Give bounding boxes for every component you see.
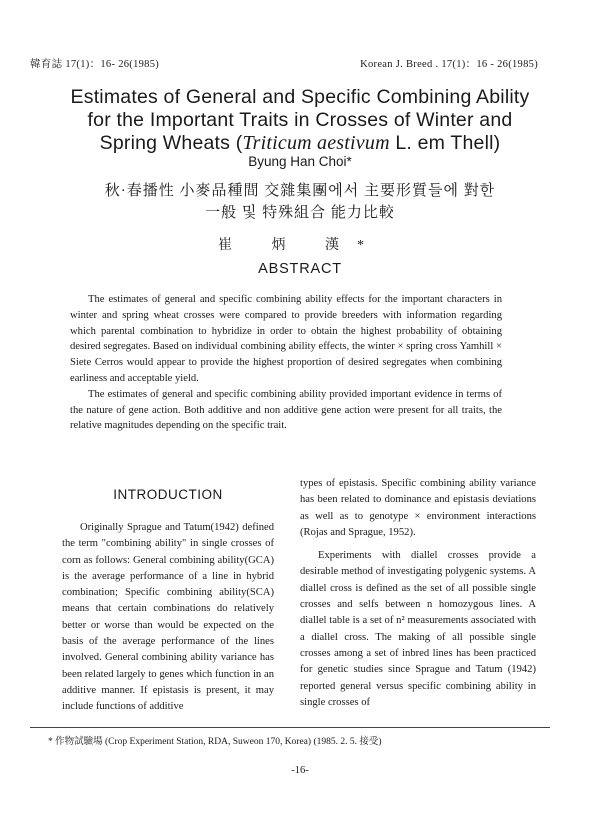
title-line-2: for the Important Traits in Crosses of Winter and [87, 109, 513, 131]
abstract-body [70, 292, 502, 434]
intro-paragraph-continued: types of epistasis. Specific combining ability variance has been related to dominance and epistasis deviations as well as to genotype × environment interactions (Rojas and Sprague, 1952). [300, 478, 536, 538]
introduction-heading: INTRODUCTION [113, 487, 223, 502]
abstract-paragraph-2: The estimates of general and specific combining ability provided important evidence in terms of the nature of gene action. Both additive and non additive gene action were present for all traits, the relative magnitudes depending on the specific trait. [70, 388, 502, 432]
korean-author-name: 崔 炳 漢* [218, 238, 382, 253]
scientific-name: Triticum aestivum [242, 132, 390, 154]
title-line-3-prefix: Spring Wheats ( [99, 132, 243, 154]
paper-title [30, 86, 570, 155]
intro-paragraph-2: Experiments with diallel crosses provide a desirable method of investigating polygenic systems. A diallel cross is defined as the set of all possible single crosses and selfs between n homozygous lines. A diallel table is a set of n² measurements associated with a diallel cross. The making of all possible single crosses among a set of inbred lines has been practiced for genetic studies since Sprague and Tatum (1942) reported general versus specific combining ability in single crosses of [300, 550, 536, 708]
running-header-right: Korean J. Breed . 17(1)：16 - 26(1985) [360, 59, 538, 70]
page-number: -16- [291, 765, 309, 776]
left-column [62, 520, 274, 716]
running-header-left: 韓育誌 17(1)：16- 26(1985) [30, 59, 160, 70]
korean-title [30, 180, 570, 224]
abstract-paragraph-1: The estimates of general and specific combining ability effects for the important characters in winter and spring wheat crosses were compared to provide breeders with information regarding which parental combination to hybridize in order to obtain the highest probability of obtaining desired segregates. Based on individual combining ability effects, the winter × spring cross Yamhill × Siete Cerros would appear to provide the highest proportion of desired segregates when combining earliness and acceptable yield. [70, 294, 502, 384]
abstract-heading: ABSTRACT [258, 261, 342, 277]
footnote: * 作物試驗場 (Crop Experiment Station, RDA, Suweon 170, Korea) (1985. 2. 5. 接受) [48, 737, 382, 747]
korean-title-line-2: 一般 및 特殊組合 能力比較 [205, 205, 395, 221]
title-line-3-suffix: L. em Thell) [389, 132, 501, 154]
korean-title-line-1: 秋·春播性 小麥品種間 交雜集團에서 主要形質들에 對한 [104, 183, 496, 199]
author-name: Byung Han Choi* [248, 154, 352, 169]
intro-paragraph-1: Originally Sprague and Tatum(1942) defined the term "combining ability" in single crosses of corn as follows: General combining ability(GCA) is the average performance of a line in hybrid combination; Specific combining ability(SCA) means that certain combinations do relatively better or worse than would be expected on the basis of the average performance of the lines involved. General combining ability variance has been related largely to genes which function in an additive manner. If epistasis is present, it may include functions of additive [62, 522, 274, 713]
right-column [300, 476, 536, 711]
title-line-3 [30, 132, 570, 155]
footnote-divider [30, 727, 550, 728]
title-line-1: Estimates of General and Specific Combining Ability [70, 86, 530, 108]
